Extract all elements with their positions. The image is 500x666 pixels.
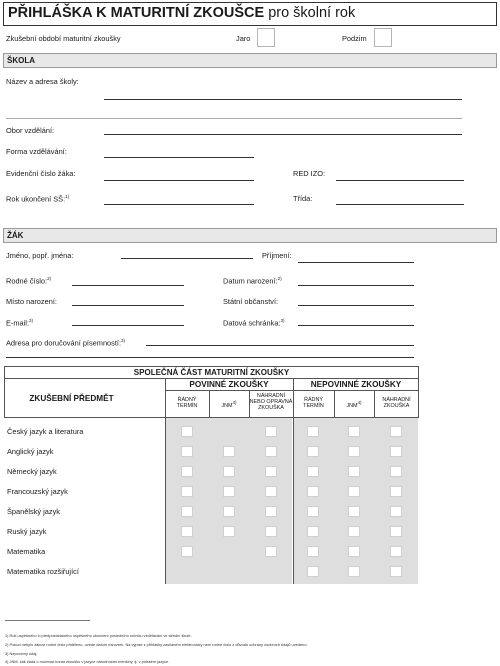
col-jnm-optional — [334, 400, 374, 409]
record-number-label: Evidenční číslo žáka: — [6, 169, 76, 178]
school-name-line-2[interactable] — [6, 118, 462, 119]
birth-number-line[interactable] — [72, 285, 184, 286]
optional-header: NEPOVINNÉ ZKOUŠKY — [310, 380, 402, 389]
col-substitute-optional — [374, 397, 419, 409]
exam-checkbox[interactable] — [348, 446, 360, 457]
exam-checkbox[interactable] — [181, 546, 193, 557]
col-substitute-line3: ZKOUŠKA — [258, 405, 284, 412]
exam-checkbox[interactable] — [307, 506, 319, 517]
footnote-2: 2) Pokud nebylo žákovi rodné číslo přiděleno, uvede datum narození. Na výpise z přihlášky zasílaném elektronicky není rodné číslo z důvodu ochrany osobních údajů uvedeno. — [5, 642, 308, 647]
databox-footnote: 3) — [280, 318, 285, 323]
completion-year-line[interactable] — [104, 204, 254, 205]
subject-label: Matematika rozšiřující — [7, 567, 79, 576]
subject-label: Český jazyk a literatura — [7, 427, 84, 436]
col-regular-optional — [293, 397, 334, 409]
col-substitute-line2: NEBO OPRAVNÁ — [249, 399, 293, 406]
exam-checkbox[interactable] — [390, 446, 402, 457]
citizenship-label: Státní občanství: — [223, 297, 279, 306]
class-label: Třída: — [293, 194, 313, 203]
exam-checkbox[interactable] — [181, 466, 193, 477]
delivery-address-line-2[interactable] — [6, 357, 414, 358]
birth-place-label: Místo narození: — [6, 297, 57, 306]
email-text: E-mail: — [6, 318, 29, 328]
exam-checkbox[interactable] — [390, 566, 402, 577]
delivery-address-label — [6, 338, 125, 347]
exam-checkbox[interactable] — [307, 486, 319, 497]
exam-checkbox[interactable] — [307, 526, 319, 537]
exam-checkbox[interactable] — [390, 526, 402, 537]
completion-year-footnote: 1) — [65, 194, 70, 199]
subject-header: ZKUŠEBNÍ PŘEDMĚT — [29, 394, 114, 403]
school-section-header: ŠKOLA — [3, 53, 497, 68]
subject-label: Anglický jazyk — [7, 447, 54, 456]
col-jnm-text: JNM — [221, 402, 233, 409]
exam-checkbox[interactable] — [390, 466, 402, 477]
col-regular-mandatory — [165, 397, 209, 409]
exam-checkbox[interactable] — [223, 486, 235, 497]
email-line[interactable] — [72, 325, 184, 326]
field-line[interactable] — [104, 134, 462, 135]
subject-label: Francouzský jazyk — [7, 487, 68, 496]
exam-checkbox[interactable] — [348, 486, 360, 497]
exam-checkbox[interactable] — [223, 466, 235, 477]
form-header — [3, 2, 497, 26]
mandatory-gray-area — [165, 418, 292, 584]
exam-checkbox[interactable] — [265, 486, 277, 497]
birth-number-text: Rodné číslo: — [6, 276, 48, 286]
col-jnm-mandatory — [209, 400, 249, 409]
email-footnote: 3) — [29, 318, 34, 323]
birth-number-footnote: 2) — [47, 276, 52, 281]
title-row-divider — [4, 378, 419, 379]
exam-checkbox[interactable] — [390, 486, 402, 497]
col-regular-line1: ŘÁDNÝ — [177, 397, 197, 403]
exam-checkbox[interactable] — [307, 566, 319, 577]
exam-checkbox[interactable] — [307, 466, 319, 477]
birth-date-line[interactable] — [298, 285, 414, 286]
subject-label: Německý jazyk — [7, 467, 57, 476]
exam-checkbox[interactable] — [181, 446, 193, 457]
col-substitute-opt-line2: ZKOUŠKA — [383, 403, 410, 410]
exam-checkbox[interactable] — [348, 506, 360, 517]
form-of-study-label: Forma vzdělávání: — [6, 147, 67, 156]
table-title: SPOLEČNÁ ČÁST MATURITNÍ ZKOUŠKY — [133, 368, 290, 377]
field-label: Obor vzdělání: — [6, 126, 55, 135]
form-title-bold: PŘIHLÁŠKA K MATURITNÍ ZKOUŠCE — [8, 5, 265, 21]
exam-checkbox[interactable] — [348, 526, 360, 537]
databox-text: Datová schránka: — [223, 318, 281, 328]
exam-checkbox[interactable] — [223, 526, 235, 537]
footnote-3: 3) Nepovinný údaj. — [5, 651, 38, 656]
spring-label: Jaro — [236, 34, 251, 43]
delivery-address-line-1[interactable] — [146, 345, 414, 346]
birth-number-label — [6, 276, 51, 285]
exam-checkbox[interactable] — [223, 506, 235, 517]
exam-checkbox[interactable] — [307, 426, 319, 437]
birth-date-footnote: 2) — [277, 276, 282, 281]
autumn-checkbox[interactable] — [374, 28, 392, 47]
databox-label — [223, 318, 285, 327]
exam-checkbox[interactable] — [265, 426, 277, 437]
col-jnm-opt-text: JNM — [346, 402, 358, 409]
completion-year-text: Rok ukončení SŠ: — [6, 194, 66, 204]
exam-checkbox[interactable] — [348, 546, 360, 557]
exam-checkbox[interactable] — [307, 446, 319, 457]
col-jnm-footnote: 4) — [232, 400, 237, 405]
exam-checkbox[interactable] — [390, 546, 402, 557]
databox-line[interactable] — [298, 325, 414, 326]
autumn-label: Podzim — [342, 34, 367, 43]
class-line[interactable] — [336, 204, 464, 205]
exam-checkbox[interactable] — [307, 546, 319, 557]
delivery-address-text: Adresa pro doručování písemností: — [6, 338, 122, 348]
mandatory-header: POVINNÉ ZKOUŠKY — [189, 380, 269, 389]
col-substitute-line1: NÁHRADNÍ — [256, 393, 286, 399]
birth-date-label — [223, 276, 282, 285]
col-regular-opt-line1: ŘÁDNÝ — [304, 397, 323, 403]
surname-line[interactable] — [298, 262, 414, 263]
student-section-header: ŽÁK — [3, 228, 497, 243]
red-izo-line[interactable] — [336, 180, 464, 181]
subject-label: Matematika — [7, 547, 46, 556]
exam-checkbox[interactable] — [181, 506, 193, 517]
group-row-divider — [165, 390, 419, 391]
subject-label: Ruský jazyk — [7, 527, 47, 536]
optional-gray-area — [293, 418, 418, 584]
footnote-4: 4) JNM: žák žádá o možnost konat zkoušku v jazyce národnostní menšiny, tj. v polském jazyce. — [5, 659, 170, 664]
exam-checkbox[interactable] — [181, 526, 193, 537]
first-name-line[interactable] — [121, 258, 253, 259]
exam-checkbox[interactable] — [265, 506, 277, 517]
email-label — [6, 318, 33, 327]
exam-checkbox[interactable] — [181, 426, 193, 437]
exam-checkbox[interactable] — [181, 486, 193, 497]
col-regular-opt-line2: TERMÍN — [303, 403, 324, 410]
col-jnm-opt-footnote: 4) — [357, 400, 362, 405]
col-substitute-mandatory — [249, 393, 293, 412]
exam-checkbox[interactable] — [265, 546, 277, 557]
exam-checkbox[interactable] — [265, 526, 277, 537]
subject-label: Španělský jazyk — [7, 507, 60, 516]
exam-checkbox[interactable] — [265, 446, 277, 457]
red-izo-label: RED IZO: — [293, 169, 326, 178]
school-name-line-1[interactable] — [104, 99, 462, 100]
surname-label: Příjmení: — [262, 251, 292, 260]
footnote-separator — [5, 620, 90, 621]
record-number-line[interactable] — [104, 180, 254, 181]
form-title — [8, 5, 355, 21]
school-name-label: Název a adresa školy: — [6, 77, 79, 86]
period-label: Zkušební období maturitní zkoušky — [6, 34, 121, 43]
exam-checkbox[interactable] — [348, 466, 360, 477]
delivery-address-footnote: 3) — [121, 338, 126, 343]
birth-place-line[interactable] — [72, 305, 184, 306]
first-name-label: Jméno, popř. jména: — [6, 251, 74, 260]
spring-checkbox[interactable] — [257, 28, 275, 47]
exam-checkbox[interactable] — [390, 426, 402, 437]
form-of-study-line[interactable] — [104, 157, 254, 158]
completion-year-label — [6, 194, 69, 203]
exam-checkbox[interactable] — [348, 426, 360, 437]
exam-checkbox[interactable] — [223, 446, 235, 457]
exam-checkbox[interactable] — [390, 506, 402, 517]
citizenship-line[interactable] — [298, 305, 414, 306]
exam-checkbox[interactable] — [265, 466, 277, 477]
col-substitute-opt-line1: NÁHRADNÍ — [382, 397, 411, 403]
exam-table — [4, 366, 419, 584]
exam-checkbox[interactable] — [348, 566, 360, 577]
form-title-rest: pro školní rok — [264, 5, 356, 21]
footnote-1: 1) Rok úspěšného či předpokládaného úspěšného ukončení posledního ročníku vzdělávání ve střední škole. — [5, 633, 192, 638]
col-regular-line2: TERMÍN — [176, 403, 198, 410]
birth-date-text: Datum narození: — [223, 276, 278, 286]
